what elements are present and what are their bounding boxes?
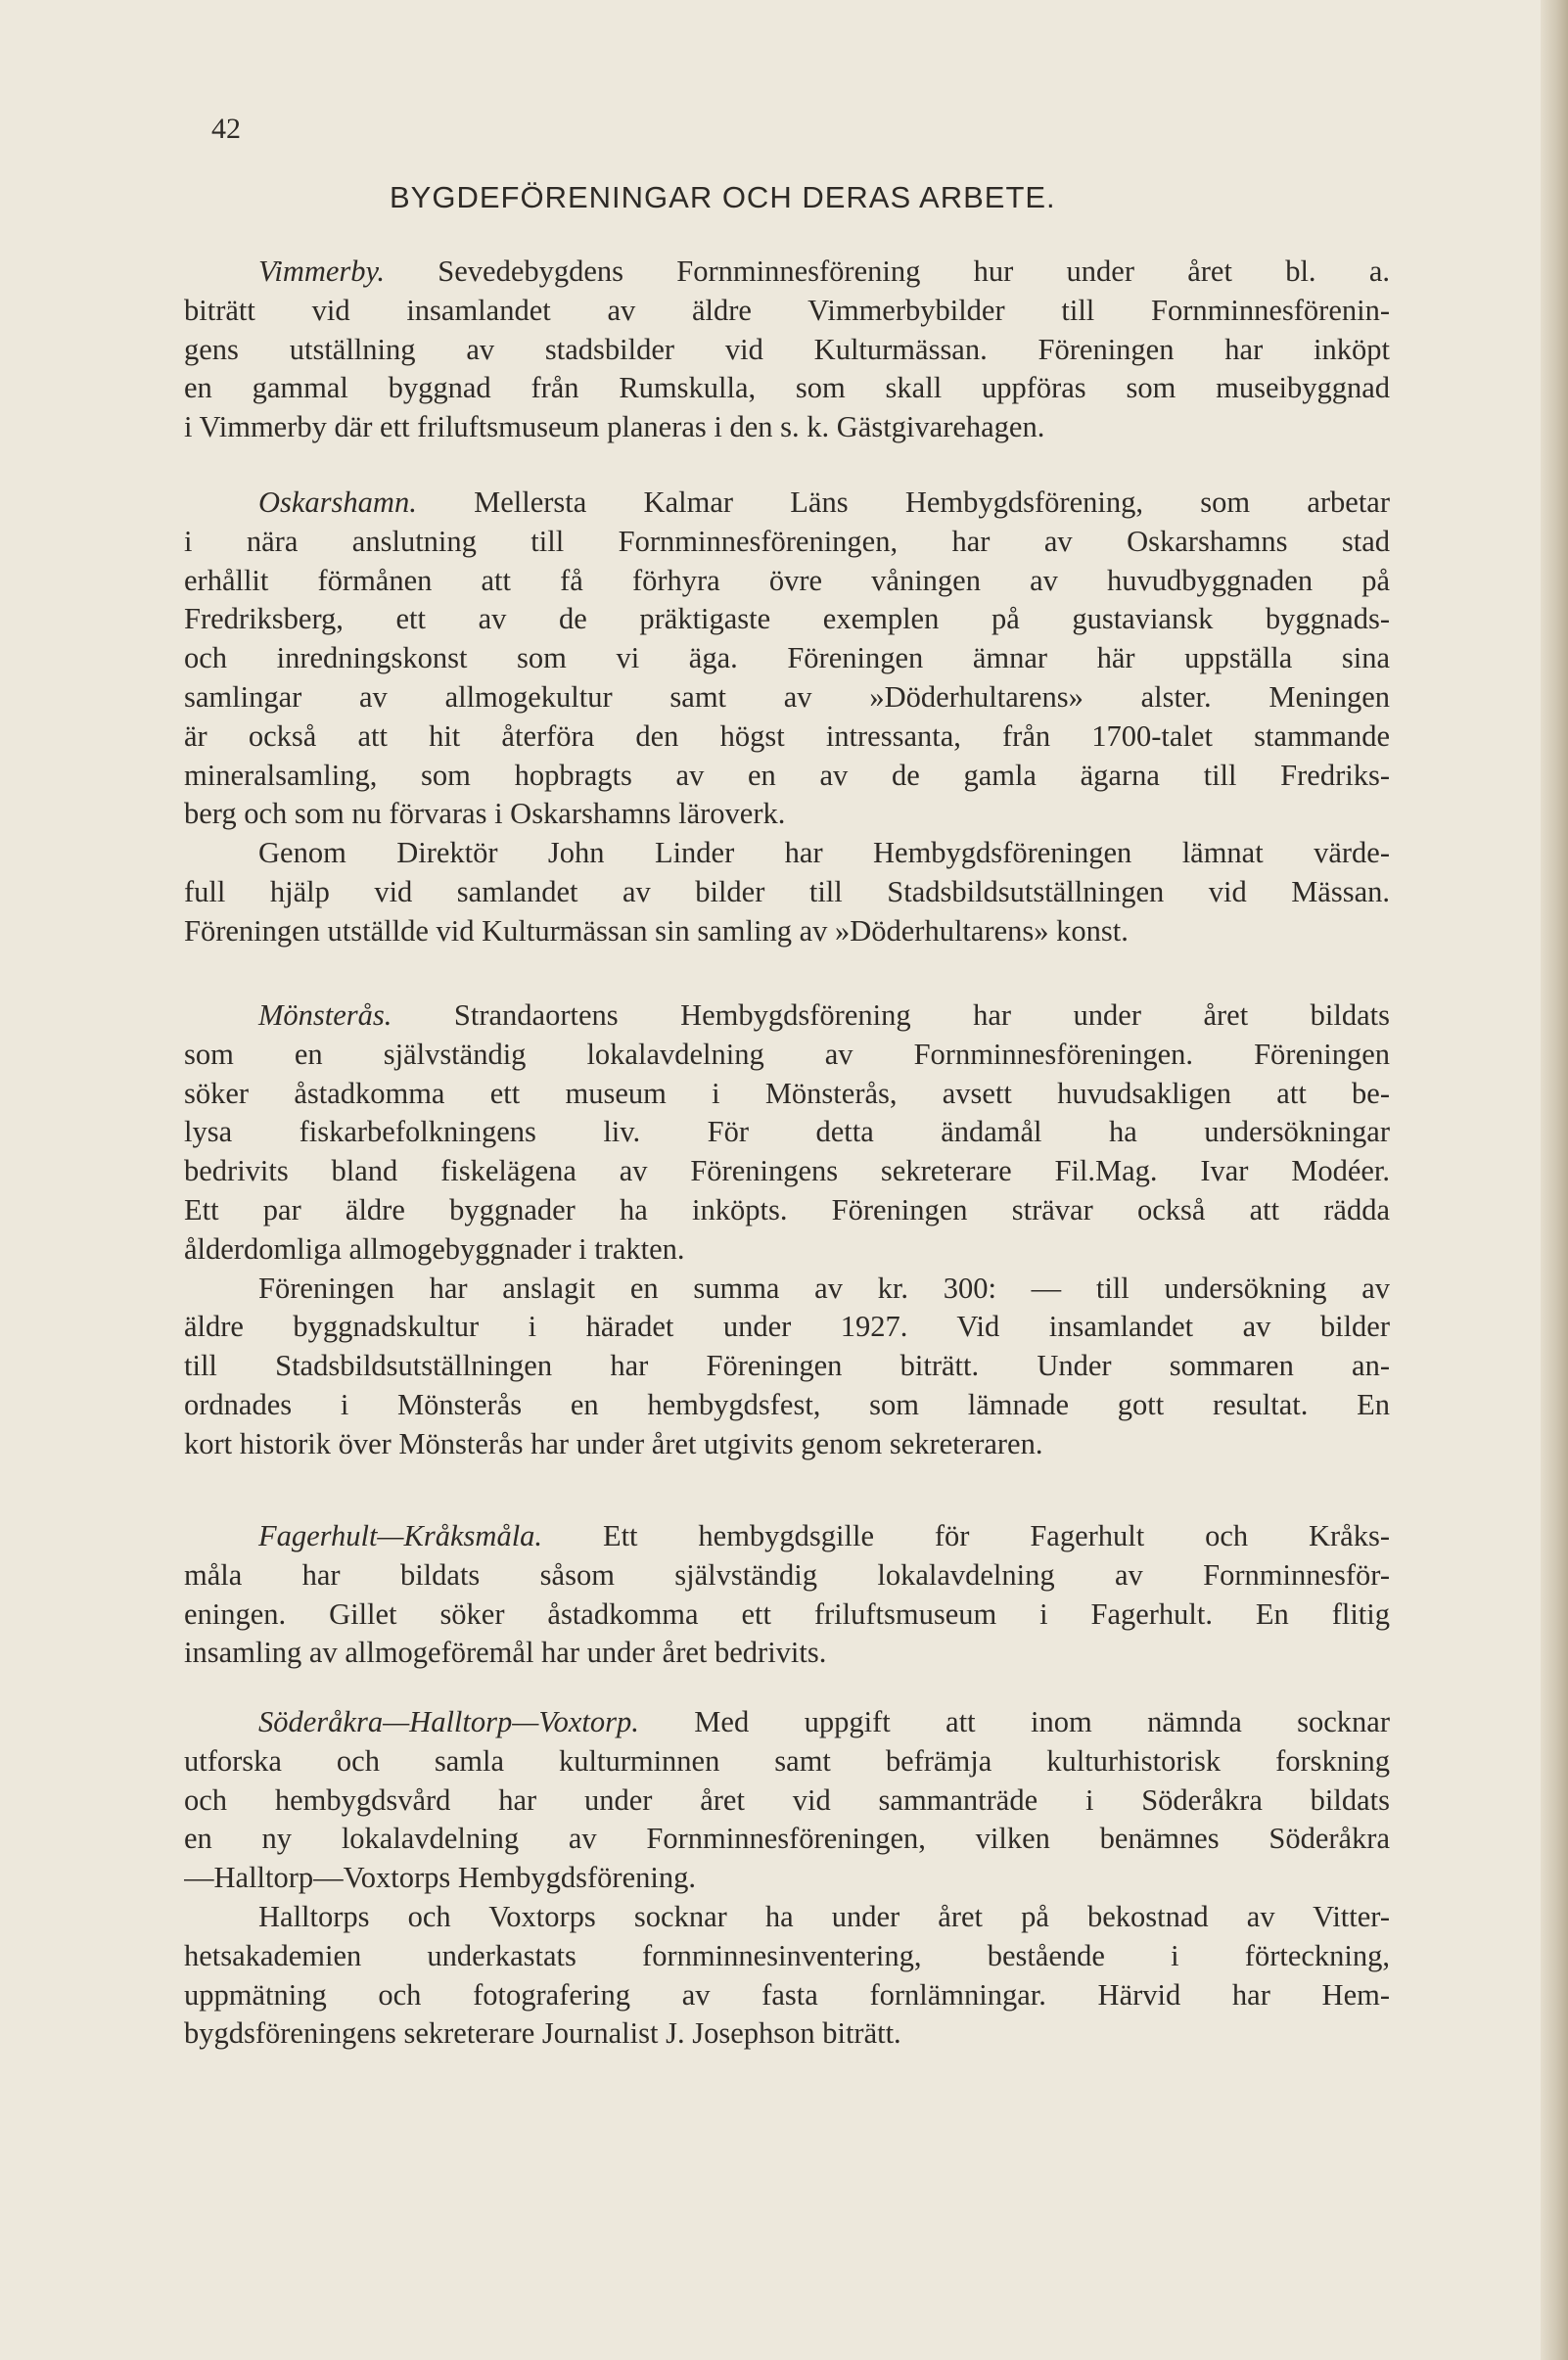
paragraph-line: gens utställning av stadsbilder vid Kulturmässan. Föreningen har inköpt (184, 332, 1390, 366)
paragraph-line: utforska och samla kulturminnen samt befrämja kulturhistorisk forskning (184, 1743, 1390, 1778)
section-monsteras (184, 996, 1390, 1464)
place-name: Vimmerby. (258, 255, 386, 288)
paragraph-line: och inredningskonst som vi äga. Föreningen ämnar här uppställa sina (184, 641, 1390, 675)
place-name: Fagerhult—Kråksmåla. (258, 1519, 543, 1552)
paragraph-line: biträtt vid insamlandet av äldre Vimmerbybilder till Fornminnesförenin- (184, 293, 1390, 327)
paragraph-line: insamling av allmogeföremål har under året bedrivits. (184, 1636, 827, 1670)
paragraph-line: Föreningen har anslagit en summa av kr. 300: — till undersökning av (258, 1271, 1390, 1305)
paragraph-line: Söderåkra—Halltorp—Voxtorp. Med uppgift att inom nämnda socknar (258, 1705, 1390, 1738)
page-title: BYGDEFÖRENINGAR OCH DERAS ARBETE. (390, 180, 1056, 214)
paragraph-line: ordnades i Mönsterås en hembygdsfest, som lämnade gott resultat. En (184, 1387, 1390, 1421)
paragraph-line: Mönsterås. Strandaortens Hembygdsförening har under året bildats (258, 998, 1390, 1032)
place-name: Söderåkra—Halltorp—Voxtorp. (258, 1705, 639, 1738)
paragraph-line: erhållit förmånen att få förhyra övre våningen av huvudbyggnaden på (184, 563, 1390, 597)
paragraph-line: mineralsamling, som hopbragts av en av de gamla ägarna till Fredriks- (184, 758, 1390, 792)
paragraph-line: Genom Direktör John Linder har Hembygdsföreningen lämnat värde- (258, 836, 1390, 870)
paragraph-line: bygdsföreningens sekreterare Journalist J. Josephson biträtt. (184, 2016, 901, 2051)
paragraph-line: Fagerhult—Kråksmåla. Ett hembygdsgille för Fagerhult och Kråks- (258, 1519, 1390, 1552)
paragraph-line: uppmätning och fotografering av fasta fornlämningar. Härvid har Hem- (184, 1977, 1390, 2012)
section-vimmerby (184, 253, 1390, 447)
paragraph-line: en gammal byggnad från Rumskulla, som skall uppföras som museibyggnad (184, 371, 1390, 405)
paragraph-line: måla har bildats såsom självständig lokalavdelning av Fornminnesför- (184, 1557, 1390, 1592)
paragraph-line: —Halltorp—Voxtorps Hembygdsförening. (184, 1861, 696, 1895)
paragraph-line: kort historik över Mönsterås har under året utgivits genom sekreteraren. (184, 1426, 1043, 1460)
paragraph-line: i Vimmerby där ett friluftsmuseum planeras i den s. k. Gästgivarehagen. (184, 410, 1045, 444)
paragraph-line: Oskarshamn. Mellersta Kalmar Läns Hembygdsförening, som arbetar (258, 486, 1390, 519)
paragraph-line: i nära anslutning till Fornminnesföreningen, har av Oskarshamns stad (184, 524, 1390, 558)
paragraph-line: Fredriksberg, ett av de präktigaste exemplen på gustaviansk byggnads- (184, 602, 1390, 636)
paragraph-line: äldre byggnadskultur i häradet under 1927. Vid insamlandet av bilder (184, 1310, 1390, 1344)
paragraph-line: en ny lokalavdelning av Fornminnesföreningen, vilken benämnes Söderåkra (184, 1822, 1390, 1856)
paragraph-line: till Stadsbildsutställningen har Föreningen biträtt. Under sommaren an- (184, 1349, 1390, 1383)
paragraph-line: berg och som nu förvaras i Oskarshamns läroverk. (184, 797, 786, 831)
paragraph-line: lysa fiskarbefolkningens liv. För detta ändamål ha undersökningar (184, 1115, 1390, 1149)
paragraph-line: Vimmerby. Sevedebygdens Fornminnesförening hur under året bl. a. (258, 255, 1390, 288)
place-name: Oskarshamn. (258, 486, 417, 519)
paragraph-line: eningen. Gillet söker åstadkomma ett friluftsmuseum i Fagerhult. En flitig (184, 1596, 1390, 1631)
paragraph-line: är också att hit återföra den högst intressanta, från 1700-talet stammande (184, 718, 1390, 753)
paragraph-line: som en självständig lokalavdelning av Fornminnesföreningen. Föreningen (184, 1037, 1390, 1071)
paragraph-line: hetsakademien underkastats fornminnesinventering, bestående i förteckning, (184, 1938, 1390, 1972)
paragraph-line: och hembygdsvård har under året vid sammanträde i Söderåkra bildats (184, 1782, 1390, 1817)
paragraph-line: full hjälp vid samlandet av bilder till Stadsbildsutställningen vid Mässan. (184, 874, 1390, 908)
page-number: 42 (211, 113, 241, 145)
paragraph-line: Föreningen utställde vid Kulturmässan sin samling av »Döderhultarens» konst. (184, 913, 1129, 948)
section-oskarshamn (184, 484, 1390, 951)
paragraph-line: Halltorps och Voxtorps socknar ha under året på bekostnad av Vitter- (258, 1899, 1390, 1933)
place-name: Mönsterås. (258, 998, 392, 1032)
paragraph-line: Ett par äldre byggnader ha inköpts. Föreningen strävar också att rädda (184, 1192, 1390, 1226)
section-soderakra (184, 1703, 1390, 2054)
paragraph-line: bedrivits bland fiskelägena av Föreningens sekreterare Fil.Mag. Ivar Modéer. (184, 1154, 1390, 1188)
paragraph-line: ålderdomliga allmogebyggnader i trakten. (184, 1231, 685, 1266)
paragraph-line: samlingar av allmogekultur samt av »Döderhultarens» alster. Meningen (184, 679, 1390, 714)
page-edge (1541, 0, 1568, 2360)
section-fagerhult (184, 1517, 1390, 1673)
paragraph-line: söker åstadkomma ett museum i Mönsterås, avsett huvudsakligen att be- (184, 1076, 1390, 1110)
